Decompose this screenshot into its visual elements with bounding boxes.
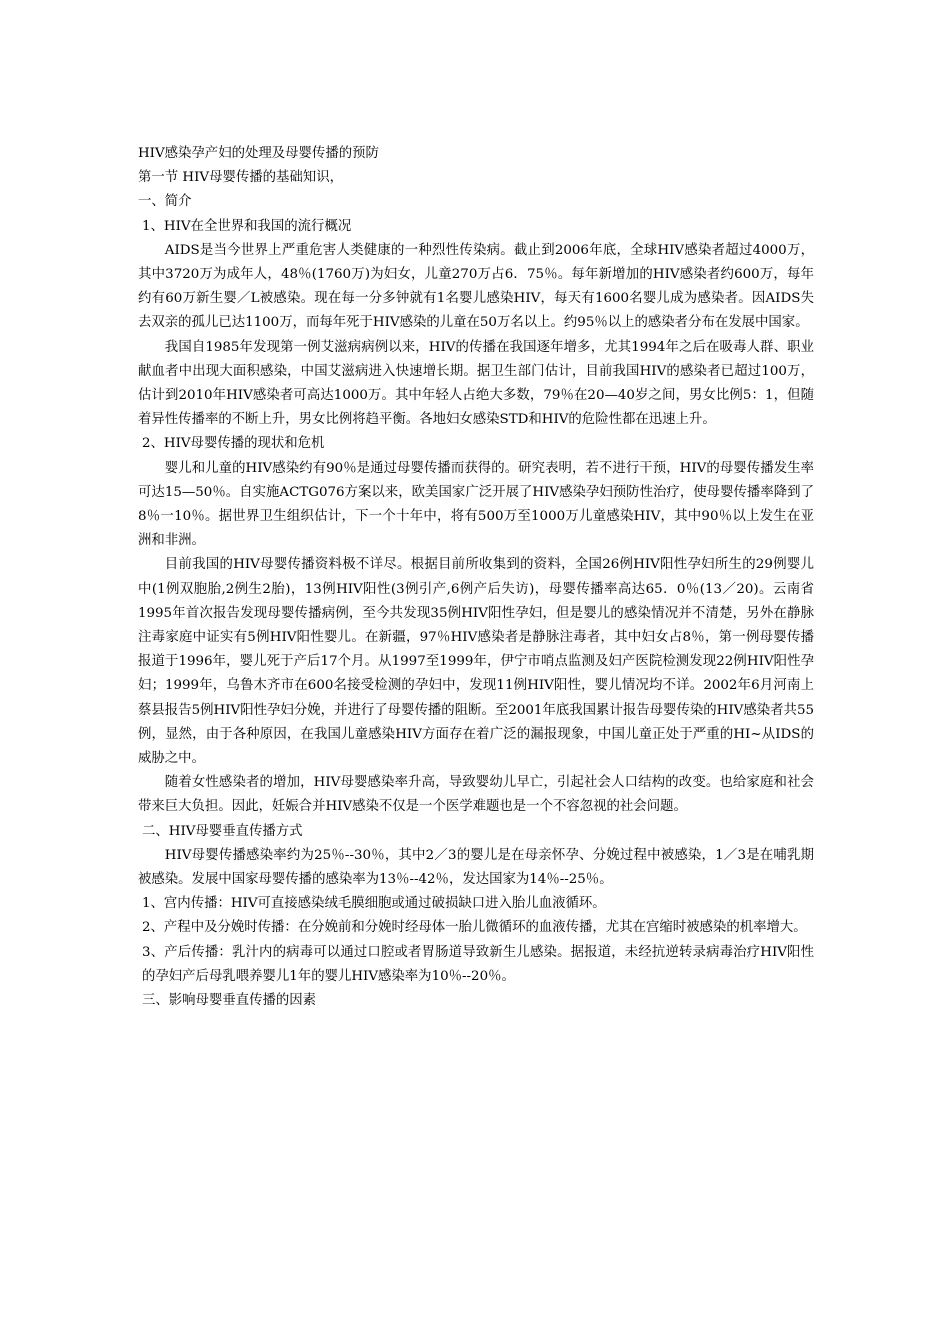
heading-transmission-modes: 二、HIV母婴垂直传播方式 [142,823,303,839]
mode-postpartum: 3、产后传播：乳汁内的病毒可以通过口腔或者胃肠道导致新生儿感染。据报道，未经抗逆转录病毒治疗HIV阳性的孕妇产后母乳喂养婴儿1年的婴儿HIV感染率为10％--20％。 [142,944,814,984]
mode-intrauterine: 1、宫内传播：HIV可直接感染绒毛膜细胞或通过破损缺口进入胎儿血液循环。 [142,896,606,912]
paragraph-china-mtct-data: 目前我国的HIV母婴传播资料极不详尽。根据目前所收集到的资料，全国26例HIV阳性孕妇所生的29例婴儿中(1例双胞胎,2例生2胎)，13例HIV阳性(3例引产,6例产后失访)，母婴传播率高达65．0％(13／20)。云南省1995年首次报告发现母婴传播病例，至今共发现35例HIV阳性孕妇，但是婴儿的感染情况并不清楚，另外在静脉注毒家庭中证实有5例HIV阳性婴儿。在新疆，97％HIV感染者是静脉注毒者，其中妇女占8％，第一例母婴传播报道于1996年，婴儿死于产后17个月。从1997至1999年，伊宁市哨点监测及妇产医院检测发现22例HIV阳性孕妇；1999年，乌鲁木齐市在600名接受检测的孕妇中，发现11例HIV阳性，婴儿情况均不详。2002年6月河南上蔡县报告5例HIV阳性孕妇分娩，并进行了母婴传播的阻断。至2001年底我国累计报告母婴传染的HIV感染者共55例，显然，由于各种原因，在我国儿童感染HIV方面存在着广泛的漏报现象，中国儿童正处于严重的HI~从IDS的威胁之中。 [138,557,814,766]
paragraph-social-impact: 随着女性感染者的增加，HIV母婴感染率升高，导致婴幼儿早亡，引起社会人口结构的改变。也给家庭和社会带来巨大负担。因此，妊娠合并HIV感染不仅是一个医学难题也是一个不容忽视的社会问题。 [138,775,814,815]
subheading-epidemic: 1、HIV在全世界和我国的流行概况 [142,218,352,234]
heading-influencing-factors: 三、影响母婴垂直传播的因素 [142,993,317,1009]
subheading-mtct-status: 2、HIV母婴传播的现状和危机 [142,436,325,452]
document-page [138,142,814,1013]
paragraph-china-epidemic: 我国自1985年发现第一例艾滋病病例以来，HIV的传播在我国逐年增多，尤其1994年之后在吸毒人群、职业献血者中出现大面积感染，中国艾滋病进入快速增长期。据卫生部门估计，目前我国HIV的感染者已超过100万，估计到2010年HIV感染者可高达1000万。其中年轻人占绝大多数，79％在20—40岁之间，男女比例5：1，但随着异性传播率的不断上升，男女比例将趋平衡。各地妇女感染STD和HIV的危险性都在迅速上升。 [138,339,814,428]
paragraph-transmission-rates: HIV母婴传播感染率约为25％--30％，其中2／3的婴儿是在母亲怀孕、分娩过程中被感染，1／3是在哺乳期被感染。发展中国家母婴传播的感染率为13％--42％，发达国家为14％--25％。 [138,847,814,887]
section-heading: 第一节 HIV母婴传播的基础知识， [138,170,343,186]
document-title: HIV感染孕产妇的处理及母婴传播的预防 [138,146,379,161]
heading-intro: 一、简介 [138,194,192,210]
paragraph-global-epidemic: AIDS是当今世界上严重危害人类健康的一种烈性传染病。截止到2006年底，全球HIV感染者超过4000万，其中3720万为成年人，48％(1760万)为妇女，儿童270万占6．75％。每年新增加的HIV感染者约600万，每年约有60万新生婴／L被感染。现在每一分多钟就有1名婴儿感染HIV，每天有1600名婴儿成为感染者。因AIDS失去双亲的孤儿已达1100万，而每年死于HIV感染的儿童在50万名以上。约95％以上的感染者分布在发展中国家。 [138,242,814,331]
paragraph-mtct-rates: 婴儿和儿童的HIV感染约有90％是通过母婴传播而获得的。研究表明，若不进行干预，HIV的母婴传播发生率可达15—50％。自实施ACTG076方案以来，欧美国家广泛开展了HIV感染孕妇预防性治疗，使母婴传播率降到了8％一10％。据世界卫生组织估计，下一个十年中，将有500万至1000万儿童感染HIV，其中90％以上发生在亚洲和非洲。 [138,460,814,549]
mode-intrapartum: 2、产程中及分娩时传播：在分娩前和分娩时经母体一胎儿微循环的血液传播，尤其在宫缩时被感染的机率增大。 [142,920,807,936]
